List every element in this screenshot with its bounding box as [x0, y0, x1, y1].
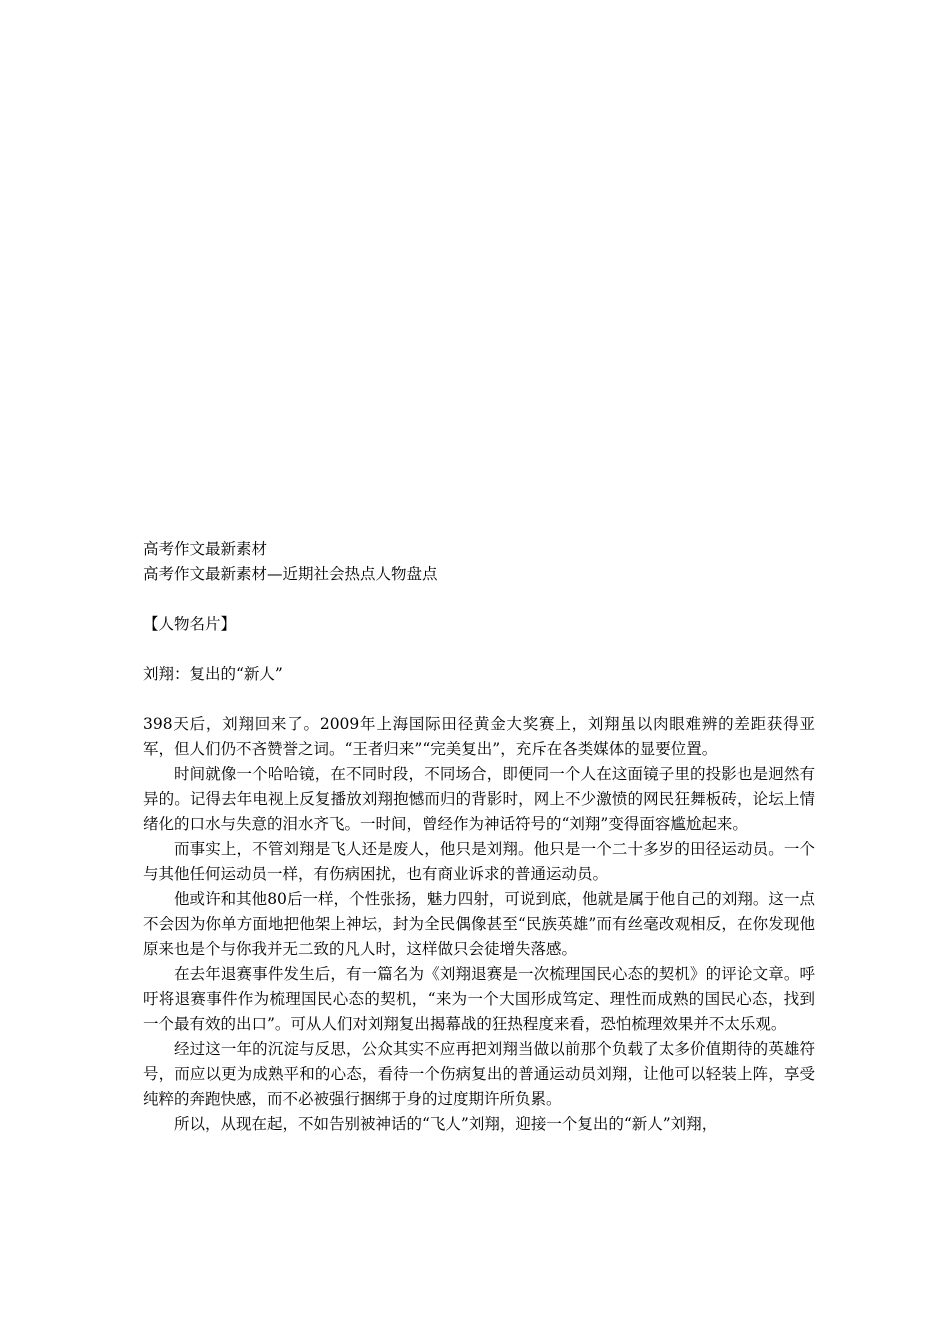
document-body [143, 537, 815, 1137]
blank-line [143, 587, 815, 612]
person-heading: 刘翔：复出的“新人” [143, 665, 283, 683]
body-paragraph: 他或许和其他80后一样，个性张扬，魅力四射，可说到底，他就是属于他自己的刘翔。这一点不会因为你单方面地把他架上神坛，封为全民偶像甚至“民族英雄”而有丝毫改观相反，在你发现他原来也是个与你我并无二致的凡人时，这样做只会徒增失落感。 [143, 890, 815, 958]
body-paragraph: 在去年退赛事件发生后，有一篇名为《刘翔退赛是一次梳理国民心态的契机》的评论文章。呼吁将退赛事件作为梳理国民心态的契机，“来为一个大国形成笃定、理性而成熟的国民心态，找到一个最有效的出口”。可从人们对刘翔复出揭幕战的狂热程度来看，恐怕梳理效果并不太乐观。 [143, 965, 815, 1033]
body-paragraph: 经过这一年的沉淀与反思，公众其实不应再把刘翔当做以前那个负载了太多价值期待的英雄符号，而应以更为成熟平和的心态，看待一个伤病复出的普通运动员刘翔，让他可以轻装上阵，享受纯粹的奔跑快感，而不必被强行捆绑于身的过度期许所负累。 [143, 1040, 815, 1108]
section-heading: 【人物名片】 [143, 615, 237, 633]
document-subtitle: 高考作文最新素材—近期社会热点人物盘点 [143, 565, 438, 583]
document-title: 高考作文最新素材 [143, 540, 268, 558]
body-paragraph: 时间就像一个哈哈镜，在不同时段，不同场合，即便同一个人在这面镜子里的投影也是迥然有异的。记得去年电视上反复播放刘翔抱憾而归的背影时，网上不少激愤的网民狂舞板砖，论坛上情绪化的口水与失意的泪水齐飞。一时间，曾经作为神话符号的“刘翔”变得面容尴尬起来。 [143, 765, 815, 833]
body-paragraph: 398天后，刘翔回来了。2009年上海国际田径黄金大奖赛上，刘翔虽以肉眼难辨的差距获得亚军，但人们仍不吝赞誉之词。“王者归来”“完美复出”，充斥在各类媒体的显要位置。 [143, 715, 815, 758]
blank-line [143, 687, 815, 712]
blank-line [143, 637, 815, 662]
body-paragraph: 所以，从现在起，不如告别被神话的“飞人”刘翔，迎接一个复出的“新人”刘翔， [174, 1115, 718, 1133]
body-paragraph: 而事实上，不管刘翔是飞人还是废人，他只是刘翔。他只是一个二十多岁的田径运动员。一个与其他任何运动员一样，有伤病困扰，也有商业诉求的普通运动员。 [143, 840, 815, 883]
